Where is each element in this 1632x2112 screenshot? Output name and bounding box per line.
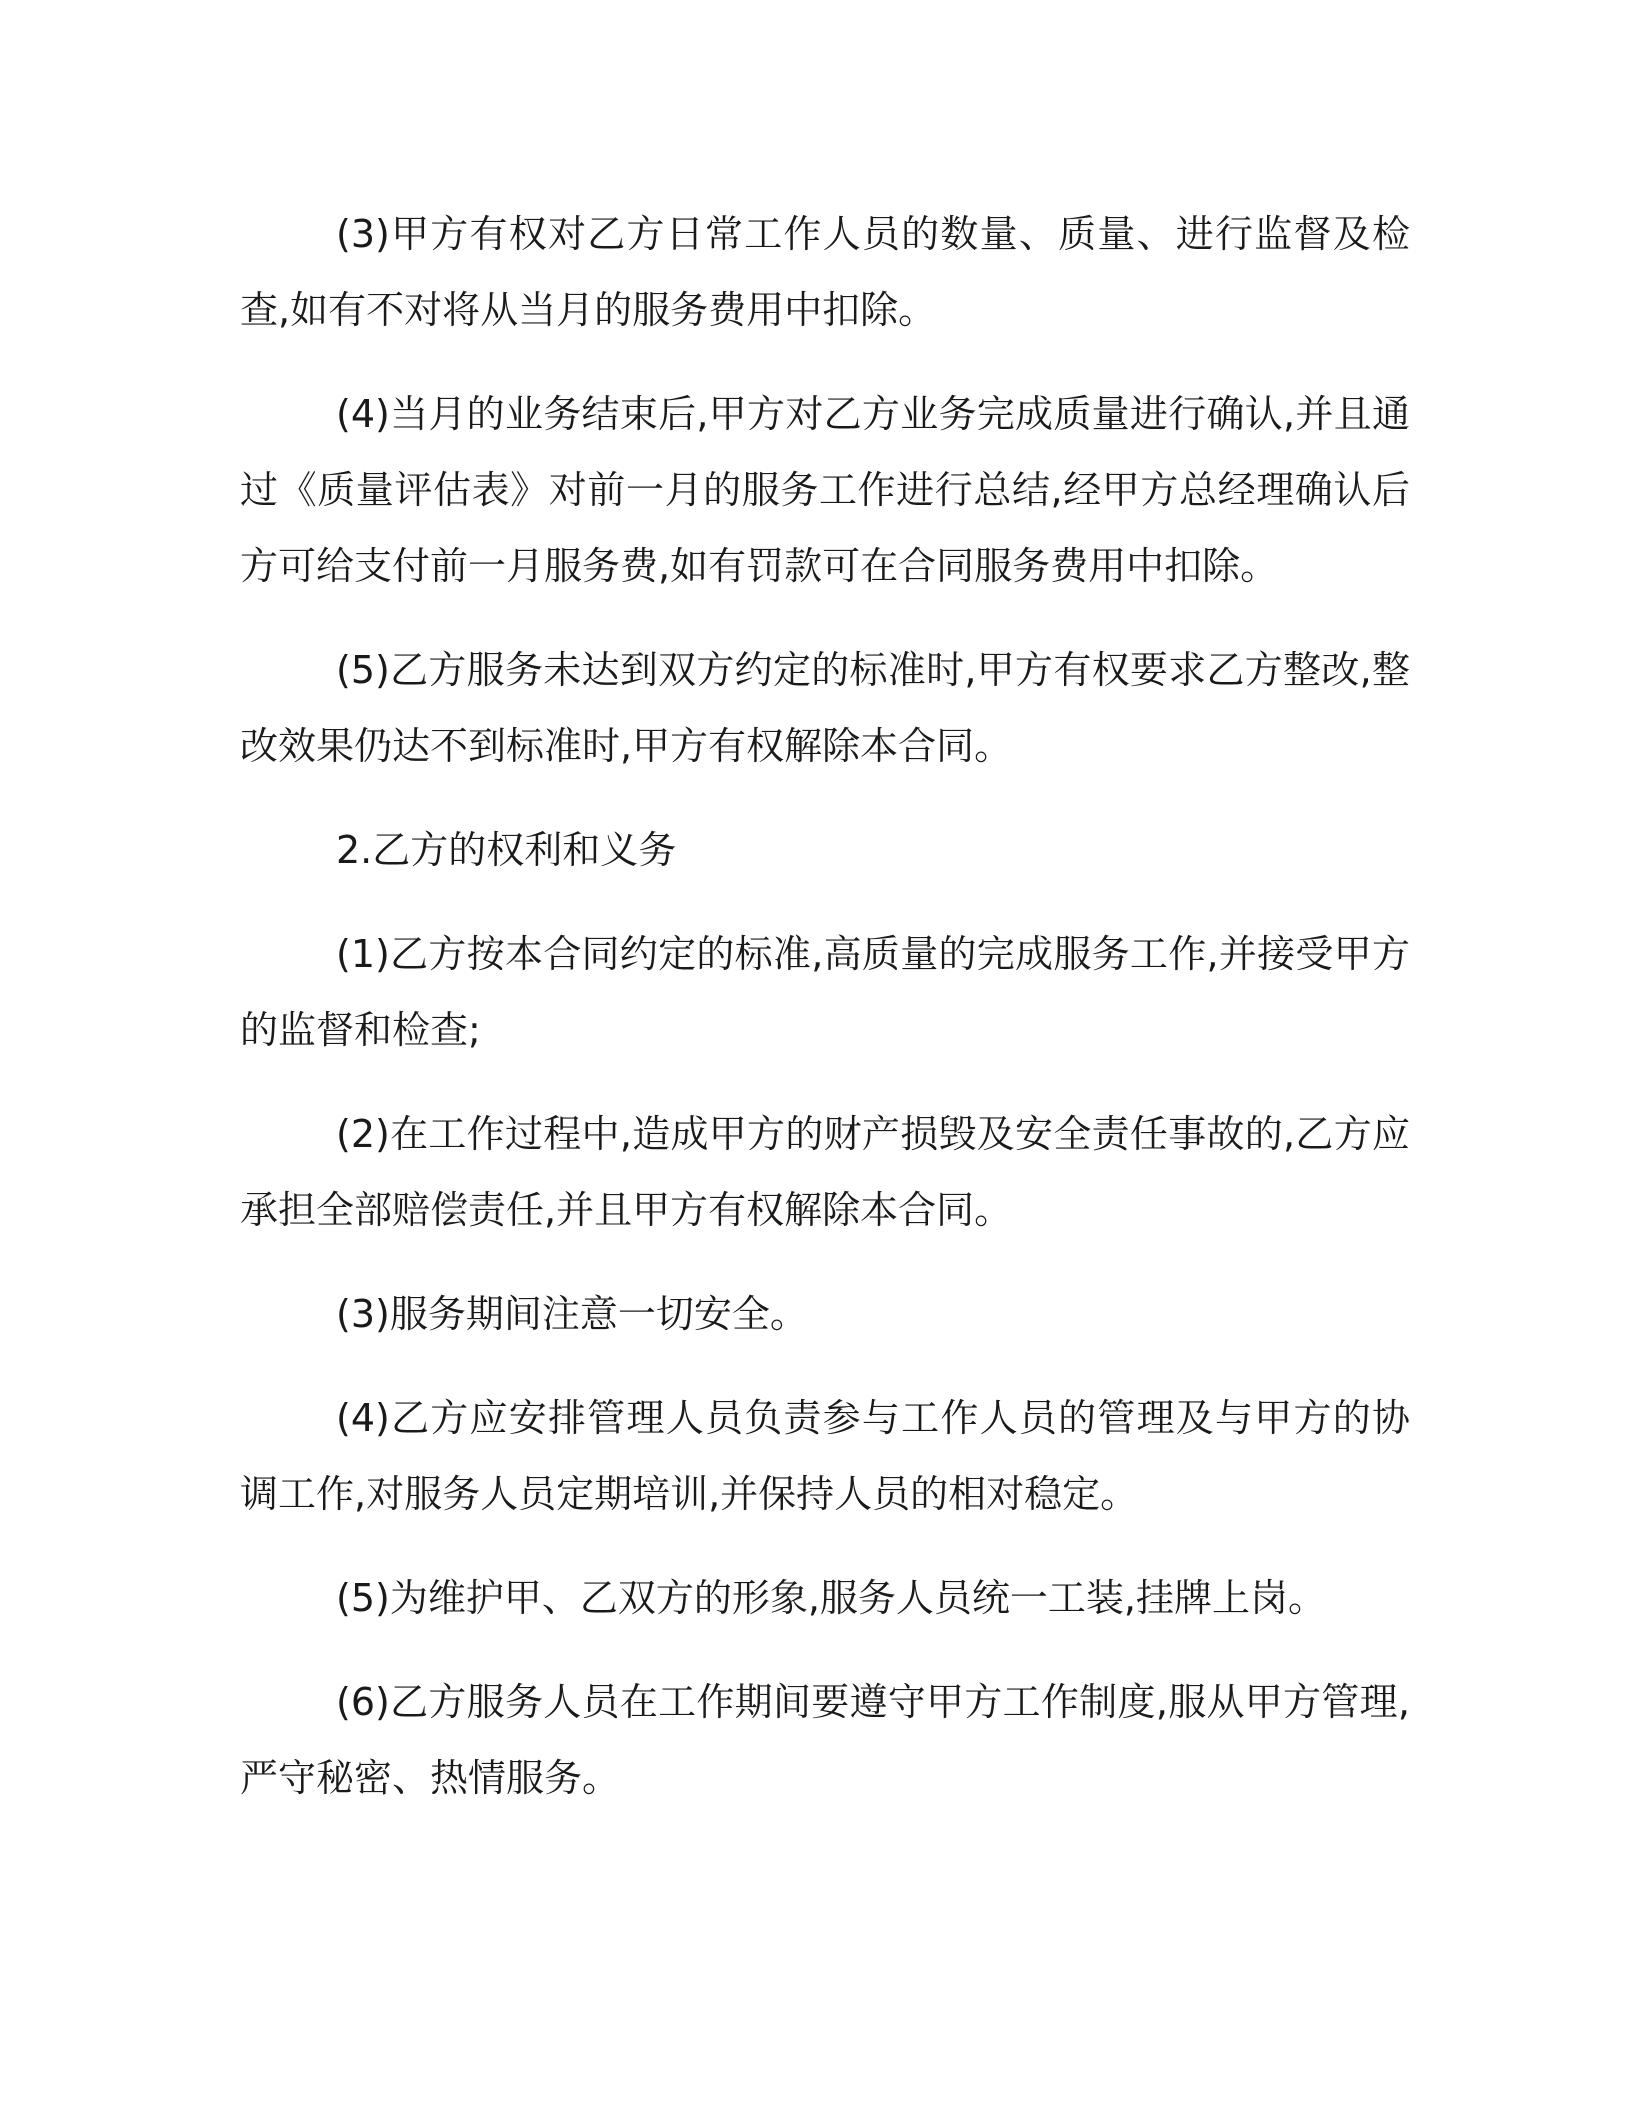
clause-paragraph: (2)在工作过程中,造成甲方的财产损毁及安全责任事故的,乙方应承担全部赔偿责任,并且甲方有权解除本合同。 — [240, 1112, 1410, 1232]
clause-paragraph: (3)服务期间注意一切安全。 — [336, 1292, 808, 1336]
document-body — [240, 196, 1410, 1844]
clause-paragraph: (4)乙方应安排管理人员负责参与工作人员的管理及与甲方的协调工作,对服务人员定期培训,并保持人员的相对稳定。 — [240, 1396, 1410, 1516]
clause-paragraph: (4)当月的业务结束后,甲方对乙方业务完成质量进行确认,并且通过《质量评估表》对前一月的服务工作进行总结,经甲方总经理确认后方可给支付前一月服务费,如有罚款可在合同服务费用中扣除。 — [240, 392, 1410, 588]
clause-paragraph: (3)甲方有权对乙方日常工作人员的数量、质量、进行监督及检查,如有不对将从当月的服务费用中扣除。 — [240, 212, 1410, 332]
clause-paragraph: (1)乙方按本合同约定的标准,高质量的完成服务工作,并接受甲方的监督和检查; — [240, 932, 1410, 1052]
clause-paragraph: (5)乙方服务未达到双方约定的标准时,甲方有权要求乙方整改,整改效果仍达不到标准时,甲方有权解除本合同。 — [240, 648, 1410, 768]
clause-paragraph: (5)为维护甲、乙双方的形象,服务人员统一工装,挂牌上岗。 — [336, 1576, 1326, 1620]
clause-paragraph: (6)乙方服务人员在工作期间要遵守甲方工作制度,服从甲方管理,严守秘密、热情服务。 — [240, 1680, 1410, 1800]
section-heading: 2.乙方的权利和义务 — [336, 828, 677, 872]
